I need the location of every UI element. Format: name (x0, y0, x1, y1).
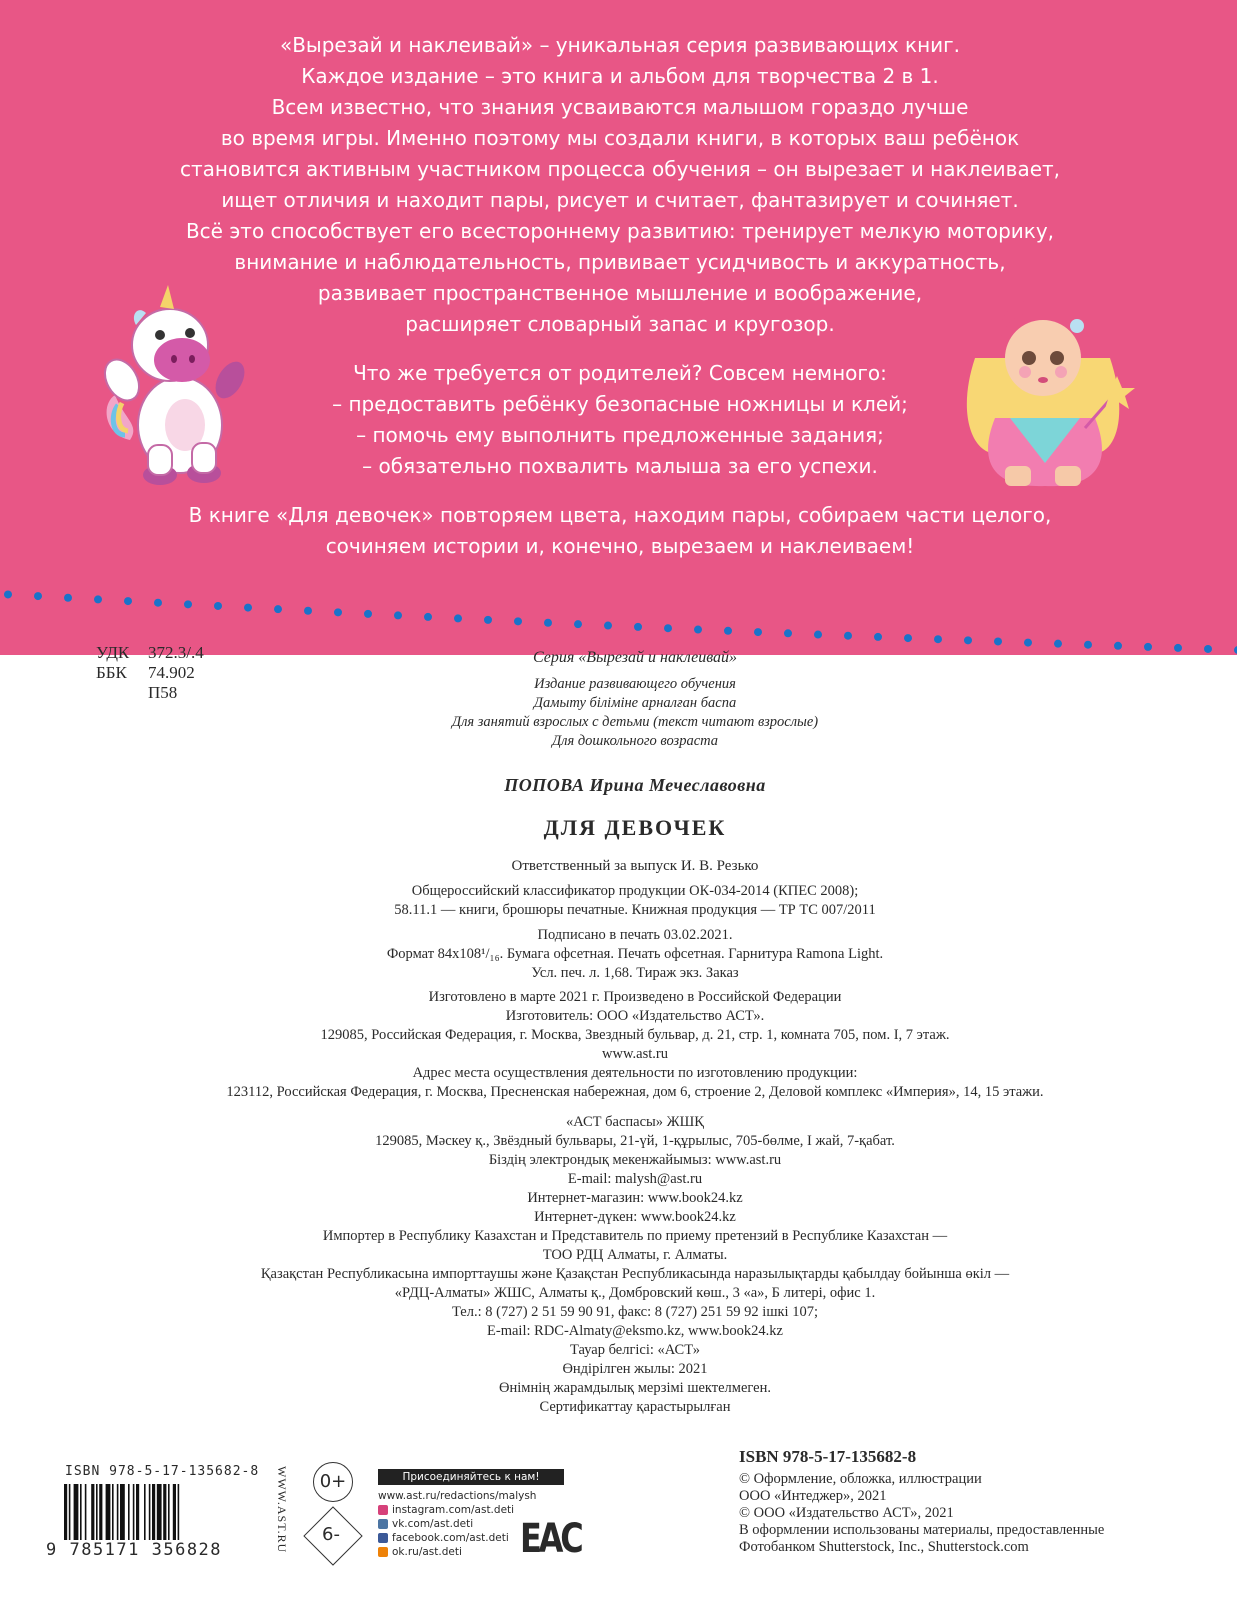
divider-dot (244, 604, 252, 612)
intro-p2-line: – предоставить ребёнку безопасные ножницы и клей; (332, 392, 908, 416)
classifier-line: Общероссийский классификатор продукции ОК-034-2014 (КПЕС 2008); (411, 883, 859, 899)
site-vertical: WWW.AST.RU (275, 1466, 289, 1554)
facebook-link[interactable]: facebook.com/ast.deti (378, 1531, 536, 1545)
divider-dot (484, 616, 492, 624)
barcode-bar (80, 1484, 82, 1548)
intro-p2-line: – помочь ему выполнить предложенные задания; (356, 423, 884, 447)
copyright-block (739, 1448, 1104, 1556)
barcode-bar (136, 1484, 139, 1548)
barcode-bar (157, 1484, 162, 1548)
kazakh-line: Сертификаттау қарастырылған (539, 1399, 731, 1415)
kazakh-line: Тауар белгісі: «АСТ» (570, 1342, 700, 1358)
divider-dot (214, 602, 222, 610)
intro-p1-line: ищет отличия и находит пары, рисует и считает, фантазирует и сочиняет. (221, 188, 1019, 212)
kazakh-line: Өндірілген жылы: 2021 (562, 1361, 708, 1377)
divider-dot (364, 610, 372, 618)
manufacturer-line: Изготовлено в марте 2021 г. Произведено в Российской Федерации (428, 989, 842, 1005)
intro-p1-line: во время игры. Именно поэтому мы создали книги, в которых ваш ребёнок (220, 126, 1020, 150)
kazakh-line: «РДЦ-Алматы» ЖШС, Алматы қ., Домбровский көш., 3 «а», Б литері, офис 1. (394, 1285, 876, 1301)
eac-mark: EAC (520, 1516, 581, 1562)
barcode-bar (128, 1484, 130, 1548)
barcode-bar (173, 1484, 176, 1548)
divider-dot (1024, 639, 1032, 647)
divider-dot (1054, 640, 1062, 648)
instagram-link[interactable]: instagram.com/ast.deti (378, 1503, 536, 1517)
instagram-icon (378, 1505, 388, 1515)
kazakh-block (150, 1113, 1120, 1417)
divider-dot (934, 635, 942, 643)
barcode-bar (74, 1484, 79, 1548)
udk-label: УДК (96, 643, 130, 662)
divider-dot (34, 592, 42, 600)
divider-dot (1174, 644, 1182, 652)
kazakh-line: E-mail: malysh@ast.ru (567, 1171, 703, 1187)
divider-dot (394, 611, 402, 619)
copyright-line: © ООО «Издательство АСТ», 2021 (739, 1505, 954, 1521)
kazakh-line: Импортер в Республику Казахстан и Представитель по приему претензий в Республике Казахстан — (322, 1228, 948, 1244)
kazakh-line: Интернет-дүкен: www.book24.kz (534, 1209, 736, 1225)
copyright-line: В оформлении использованы материалы, предоставленные (739, 1522, 1105, 1538)
divider-dot (1084, 641, 1092, 649)
intro-p3-line: сочиняем истории и, конечно, вырезаем и наклеиваем! (325, 534, 915, 558)
series-title: Серия «Вырезай и наклеивай» (532, 649, 738, 666)
vk-link[interactable]: vk.com/ast.deti (378, 1517, 536, 1531)
join-us-banner: Присоединяйтесь к нам! (378, 1469, 564, 1485)
divider-dot (544, 619, 552, 627)
sheets-line: Усл. печ. л. 1,68. Тираж экз. Заказ (531, 965, 739, 981)
divider-dot (634, 623, 642, 631)
kazakh-line: ТОО РДЦ Алматы, г. Алматы. (542, 1247, 728, 1263)
manufacturer-line: www.ast.ru (602, 1046, 668, 1062)
intro-p1-line: развивает пространственное мышление и воображение, (317, 281, 923, 305)
intro-p1-line: Всем известно, что знания усваиваются малышом гораздо лучше (271, 95, 969, 119)
intro-p1-line: становится активным участником процесса обучения – он вырезает и наклеивает, (179, 157, 1061, 181)
vk-icon (378, 1519, 388, 1529)
author-code: П58 (148, 683, 178, 702)
edition-notes (200, 675, 1070, 751)
divider-dot (64, 594, 72, 602)
isbn-big: ISBN 978-5-17-135682-8 (739, 1447, 917, 1466)
intro-p2-line: – обязательно похвалить малыша за его успехи. (362, 454, 878, 478)
barcode-bar (99, 1484, 102, 1548)
divider-dot (604, 622, 612, 630)
intro-p1-line: Каждое издание – это книга и альбом для творчества 2 в 1. (301, 64, 939, 88)
isbn-small: ISBN 978-5-17-135682-8 (65, 1464, 260, 1479)
bbk-label: ББК (96, 663, 127, 682)
divider-dot (994, 637, 1002, 645)
barcode-bar (117, 1484, 119, 1548)
divider-dot (4, 590, 12, 598)
barcode-bar (69, 1484, 71, 1548)
responsible-line: Ответственный за выпуск И. В. Резько (511, 858, 759, 874)
barcode-bar (133, 1484, 135, 1548)
barcode-bar (163, 1484, 166, 1548)
barcode (62, 1484, 262, 1548)
divider-dot (124, 597, 132, 605)
intro-p1-line: внимание и наблюдательность, прививает усидчивость и аккуратность, (234, 250, 1006, 274)
kazakh-line: Қазақстан Республикасына импорттаушы және Қазақстан Республикасында наразылықтарды қабылдау бойынша өкіл — (260, 1266, 1010, 1282)
social-links (378, 1489, 536, 1559)
edition-note-line: Дамыту біліміне арналған баспа (533, 695, 737, 711)
kazakh-line: Өнімнің жарамдылық мерзімі шектелмеген. (499, 1380, 771, 1396)
divider-dot (424, 613, 432, 621)
barcode-bar (85, 1484, 87, 1548)
intro-p1-line: расширяет словарный запас и кругозор. (405, 312, 835, 336)
website-link[interactable]: www.ast.ru/redactions/malysh (378, 1490, 537, 1502)
copyright-line: ООО «Интеджер», 2021 (739, 1488, 887, 1504)
divider-dot (574, 620, 582, 628)
bbk-value: 74.902 (148, 663, 195, 682)
udk-value: 372.3/.4 (148, 643, 204, 662)
barcode-bar (120, 1484, 125, 1548)
copyright-line: © Оформление, обложка, иллюстрации (739, 1471, 982, 1487)
divider-dot (964, 636, 972, 644)
kazakh-line: Интернет-магазин: www.book24.kz (527, 1190, 743, 1206)
barcode-digits: 9 785171 356828 (46, 1540, 223, 1560)
manufacturer-line: 129085, Российская Федерация, г. Москва, Звездный бульвар, д. 21, стр. 1, комната 705, пом. I, 7 этаж. (320, 1027, 950, 1043)
barcode-bar (152, 1484, 155, 1548)
barcode-bar (64, 1484, 67, 1548)
barcode-bar (106, 1484, 111, 1548)
intro-p1-line: Всё это способствует его всестороннему развитию: тренирует мелкую моторику, (185, 219, 1055, 243)
edition-note-line: Издание развивающего обучения (534, 676, 736, 692)
kazakh-line: «АСТ баспасы» ЖШҚ (566, 1114, 704, 1130)
divider-dot (274, 605, 282, 613)
intro-p3-line: В книге «Для девочек» повторяем цвета, находим пары, собираем части целого, (188, 503, 1052, 527)
divider-dot (454, 614, 462, 622)
divider-dot (184, 600, 192, 608)
divider-dot (754, 628, 762, 636)
ok-icon (378, 1547, 388, 1557)
intro-p1-line: «Вырезай и наклеивай» – уникальная серия развивающих книг. (279, 33, 961, 57)
divider-dot (784, 629, 792, 637)
classifier-block (200, 882, 1070, 920)
divider-dot (694, 626, 702, 634)
divider-dot (814, 631, 822, 639)
book-title: ДЛЯ ДЕВОЧЕК (543, 815, 727, 840)
barcode-bar (144, 1484, 146, 1548)
divider-dot (514, 617, 522, 625)
format-line: Формат 84x108¹/₁₆. Бумага офсетная. Печать офсетная. Гарнитура Ramona Light. (386, 946, 884, 962)
intro-text (150, 30, 1090, 562)
manufacturer-line: 123112, Российская Федерация, г. Москва, Пресненская набережная, дом 6, строение 2, Деловой комплекс «Империя», 14, 15 этажи. (226, 1084, 1044, 1100)
divider-dot (1144, 643, 1152, 651)
classification-codes (96, 643, 204, 703)
divider-dot (664, 624, 672, 632)
barcode-bar (168, 1484, 170, 1548)
divider-dot (94, 595, 102, 603)
facebook-icon (378, 1533, 388, 1543)
kazakh-line: 129085, Мәскеу қ., Звёздный бульвары, 21-үй, 1-құрылыс, 705-бөлме, I жай, 7-қабат. (375, 1133, 895, 1149)
barcode-bar (91, 1484, 94, 1548)
doll-illustration (955, 288, 1145, 488)
age-diamond-label: 6- (322, 1524, 340, 1545)
divider-dot (304, 607, 312, 615)
barcode-bar (96, 1484, 98, 1548)
classifier-line: 58.11.1 — книги, брошюры печатные. Книжная продукция — ТР ТС 007/2011 (394, 902, 876, 918)
signed-line: Подписано в печать 03.02.2021. (537, 927, 733, 943)
ok-link[interactable]: ok.ru/ast.deti (378, 1545, 536, 1559)
author-name: ПОПОВА Ирина Мечеславовна (504, 775, 766, 795)
divider-dot (334, 608, 342, 616)
divider-dot (904, 634, 912, 642)
kazakh-line: Біздің электрондық мекенжайымыз: www.ast.ru (488, 1152, 782, 1168)
divider-dot (1204, 645, 1212, 653)
edition-note-line: Для дошкольного возраста (551, 733, 719, 749)
manufacturer-block (150, 988, 1120, 1102)
edition-note-line: Для занятий взрослых с детьми (текст читают взрослые) (451, 714, 819, 730)
kazakh-line: E-mail: RDC-Almaty@eksmo.kz, www.book24.kz (487, 1323, 783, 1339)
divider-dot (154, 599, 162, 607)
barcode-bar (149, 1484, 151, 1548)
divider-dot (874, 633, 882, 641)
barcode-bar (178, 1484, 180, 1548)
unicorn-illustration (100, 285, 250, 490)
manufacturer-line: Изготовитель: ООО «Издательство АСТ». (505, 1008, 765, 1024)
copyright-line: Фотобанком Shutterstock, Inc., Shutterstock.com (739, 1539, 1029, 1555)
intro-p2-line: Что же требуется от родителей? Совсем немного: (353, 361, 887, 385)
divider-dot (1114, 642, 1122, 650)
barcode-bar (112, 1484, 114, 1548)
divider-dot (724, 627, 732, 635)
age-rating-badge: 0+ (313, 1462, 353, 1502)
kazakh-line: Тел.: 8 (727) 2 51 59 90 91, факс: 8 (727) 251 59 92 ішкі 107; (452, 1304, 818, 1320)
divider-dot (844, 632, 852, 640)
manufacturer-line: Адрес места осуществления деятельности по изготовлению продукции: (412, 1065, 858, 1081)
